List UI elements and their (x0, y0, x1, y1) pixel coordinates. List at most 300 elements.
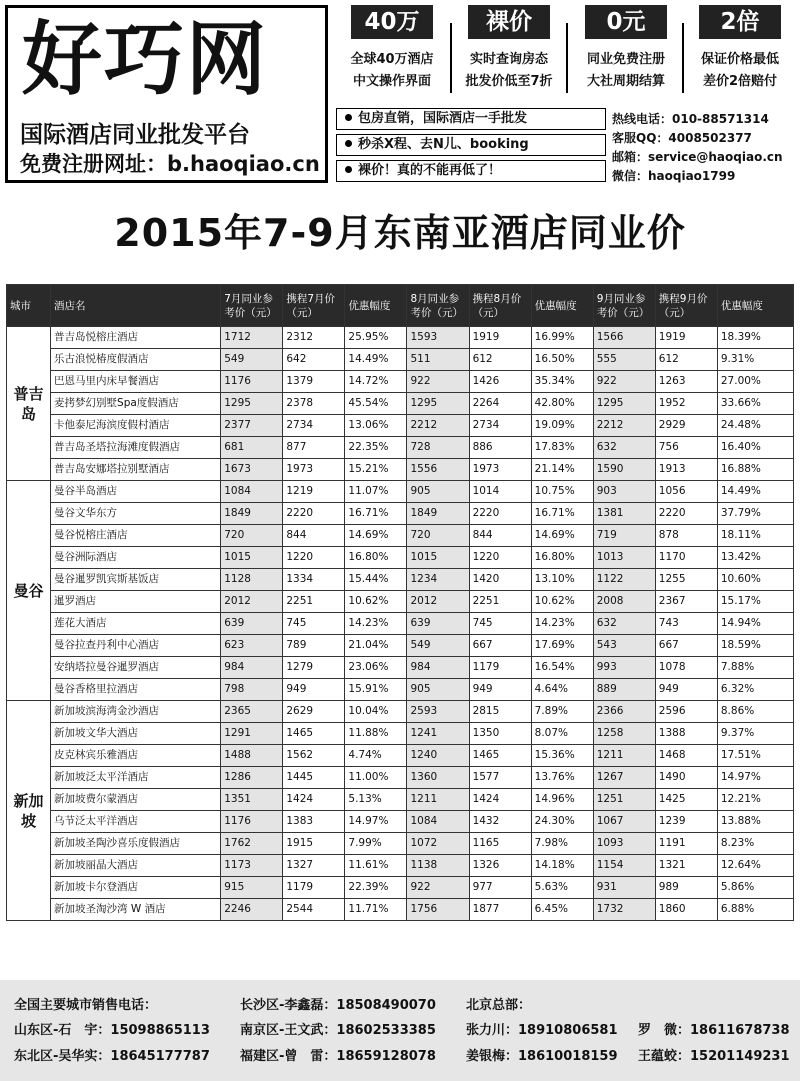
price-cell: 1191 (655, 833, 717, 855)
price-cell: 1465 (283, 723, 345, 745)
price-cell: 17.69% (531, 635, 593, 657)
price-cell: 1291 (221, 723, 283, 745)
price-cell: 844 (469, 525, 531, 547)
price-cell: 1556 (407, 459, 469, 481)
price-cell: 612 (469, 349, 531, 371)
price-cell: 1072 (407, 833, 469, 855)
feature-strip (336, 5, 794, 101)
price-cell: 922 (407, 877, 469, 899)
slogan-text: 包房直销，国际酒店一手批发 (358, 111, 528, 126)
slogan-list (336, 108, 606, 186)
feature-line: 大社周期结算 (586, 74, 665, 89)
price-cell: 19.09% (531, 415, 593, 437)
price-cell: 1263 (655, 371, 717, 393)
price-cell: 1295 (407, 393, 469, 415)
price-cell: 1756 (407, 899, 469, 921)
price-cell: 720 (407, 525, 469, 547)
price-cell: 13.42% (717, 547, 793, 569)
column-header: 优惠幅度 (345, 285, 407, 327)
hotel-name-cell: 新加坡费尔蒙酒店 (51, 789, 221, 811)
feature-line: 全球40万酒店 (350, 52, 434, 67)
price-cell: 1084 (407, 811, 469, 833)
price-cell: 1334 (283, 569, 345, 591)
price-cell: 22.39% (345, 877, 407, 899)
bullet-icon (345, 140, 352, 147)
price-cell: 14.72% (345, 371, 407, 393)
price-cell: 1562 (283, 745, 345, 767)
column-header: 携程9月价（元） (655, 285, 717, 327)
price-cell: 1468 (655, 745, 717, 767)
price-cell: 1381 (593, 503, 655, 525)
table-row (7, 767, 794, 789)
price-cell: 2264 (469, 393, 531, 415)
price-cell: 1388 (655, 723, 717, 745)
feature-net-price (453, 5, 565, 101)
price-cell: 1577 (469, 767, 531, 789)
price-cell: 1490 (655, 767, 717, 789)
price-cell: 18.59% (717, 635, 793, 657)
price-cell: 8.86% (717, 701, 793, 723)
feature-line: 实时查询房态 (469, 52, 548, 67)
table-row (7, 503, 794, 525)
table-row (7, 569, 794, 591)
price-cell: 16.99% (531, 327, 593, 349)
table-row (7, 855, 794, 877)
column-header: 7月同业参考价（元） (221, 285, 283, 327)
price-cell: 989 (655, 877, 717, 899)
table-row (7, 481, 794, 503)
price-cell: 877 (283, 437, 345, 459)
price-cell: 5.63% (531, 877, 593, 899)
table-row (7, 899, 794, 921)
price-cell: 1179 (283, 877, 345, 899)
table-row (7, 723, 794, 745)
price-cell: 10.62% (345, 591, 407, 613)
price-cell: 1241 (407, 723, 469, 745)
price-cell: 1732 (593, 899, 655, 921)
price-cell: 922 (407, 371, 469, 393)
price-cell: 1350 (469, 723, 531, 745)
footer-contact: 罗 微：18611678738 (638, 1023, 790, 1038)
price-cell: 977 (469, 877, 531, 899)
table-row (7, 525, 794, 547)
price-cell: 1327 (283, 855, 345, 877)
price-cell: 10.04% (345, 701, 407, 723)
price-cell: 1084 (221, 481, 283, 503)
table-row (7, 393, 794, 415)
hotel-name-cell: 皮克林宾乐雅酒店 (51, 745, 221, 767)
footer-contact: 南京区-王文武：18602533385 (240, 1023, 436, 1038)
platform-subtitle: 国际酒店同业批发平台 (20, 122, 250, 148)
price-cell: 2596 (655, 701, 717, 723)
price-cell: 1251 (593, 789, 655, 811)
price-cell: 2593 (407, 701, 469, 723)
price-cell: 11.00% (345, 767, 407, 789)
price-cell: 949 (283, 679, 345, 701)
price-cell: 14.23% (531, 613, 593, 635)
price-cell: 4.64% (531, 679, 593, 701)
price-cell: 7.99% (345, 833, 407, 855)
price-cell: 2367 (655, 591, 717, 613)
hotel-name-cell: 新加坡卡尔登酒店 (51, 877, 221, 899)
bullet-icon (345, 166, 352, 173)
price-cell: 4.74% (345, 745, 407, 767)
price-cell: 1170 (655, 547, 717, 569)
price-cell: 743 (655, 613, 717, 635)
column-header: 优惠幅度 (531, 285, 593, 327)
price-cell: 11.88% (345, 723, 407, 745)
price-cell: 15.91% (345, 679, 407, 701)
table-row (7, 657, 794, 679)
price-cell: 7.89% (531, 701, 593, 723)
price-cell: 756 (655, 437, 717, 459)
price-cell: 1220 (469, 547, 531, 569)
hotel-name-cell: 新加坡丽晶大酒店 (51, 855, 221, 877)
price-cell: 24.48% (717, 415, 793, 437)
price-cell: 1593 (407, 327, 469, 349)
price-cell: 1165 (469, 833, 531, 855)
price-cell: 2378 (283, 393, 345, 415)
price-cell: 878 (655, 525, 717, 547)
wechat-id: 微信：haoqiao1799 (612, 169, 736, 183)
footer-contact: 东北区-吴华实：18645177787 (14, 1049, 210, 1064)
table-row (7, 833, 794, 855)
price-cell: 23.06% (345, 657, 407, 679)
price-cell: 1426 (469, 371, 531, 393)
column-header: 酒店名 (51, 285, 221, 327)
price-cell: 14.69% (531, 525, 593, 547)
price-cell: 21.14% (531, 459, 593, 481)
price-cell: 915 (221, 877, 283, 899)
price-cell: 949 (469, 679, 531, 701)
price-cell: 33.66% (717, 393, 793, 415)
table-row (7, 415, 794, 437)
email-link[interactable]: 邮箱：service@haoqiao.cn (612, 150, 783, 164)
table-header-row (7, 285, 794, 327)
feature-title: 裸价 (468, 5, 550, 39)
price-cell: 16.71% (345, 503, 407, 525)
slogan-item (336, 134, 606, 156)
price-cell: 1211 (593, 745, 655, 767)
price-cell: 1445 (283, 767, 345, 789)
price-cell: 15.17% (717, 591, 793, 613)
price-cell: 1424 (469, 789, 531, 811)
price-cell: 993 (593, 657, 655, 679)
logo-box (5, 5, 328, 183)
price-cell: 2544 (283, 899, 345, 921)
signup-url-link[interactable]: b.haoqiao.cn (167, 152, 320, 176)
price-cell: 2220 (469, 503, 531, 525)
price-cell: 549 (221, 349, 283, 371)
price-cell: 984 (407, 657, 469, 679)
price-cell: 25.95% (345, 327, 407, 349)
price-cell: 11.61% (345, 855, 407, 877)
price-cell: 2246 (221, 899, 283, 921)
price-cell: 1383 (283, 811, 345, 833)
price-cell: 16.88% (717, 459, 793, 481)
price-cell: 719 (593, 525, 655, 547)
price-table (6, 284, 794, 921)
column-header: 携程8月价（元） (469, 285, 531, 327)
table-row (7, 877, 794, 899)
price-cell: 1488 (221, 745, 283, 767)
price-cell: 1321 (655, 855, 717, 877)
price-cell: 1258 (593, 723, 655, 745)
price-cell: 667 (469, 635, 531, 657)
contact-info (612, 110, 792, 186)
table-body (7, 327, 794, 921)
price-cell: 745 (469, 613, 531, 635)
price-cell: 1915 (283, 833, 345, 855)
table-row (7, 789, 794, 811)
hotel-name-cell: 新加坡圣淘沙湾 W 酒店 (51, 899, 221, 921)
bullet-icon (345, 114, 352, 121)
feature-title: 0元 (585, 5, 667, 39)
price-cell: 1138 (407, 855, 469, 877)
logo: 好巧网 (22, 13, 268, 106)
price-cell: 642 (283, 349, 345, 371)
feature-line: 同业免费注册 (586, 52, 665, 67)
price-cell: 9.31% (717, 349, 793, 371)
price-cell: 17.51% (717, 745, 793, 767)
price-cell: 1173 (221, 855, 283, 877)
price-cell: 511 (407, 349, 469, 371)
price-cell: 22.35% (345, 437, 407, 459)
price-cell: 1712 (221, 327, 283, 349)
hotel-name-cell: 曼谷半岛酒店 (51, 481, 221, 503)
hotel-name-cell: 乌节泛太平洋酒店 (51, 811, 221, 833)
hotel-name-cell: 曼谷香格里拉酒店 (51, 679, 221, 701)
header (0, 0, 800, 190)
price-cell: 1424 (283, 789, 345, 811)
price-cell: 1360 (407, 767, 469, 789)
price-cell: 549 (407, 635, 469, 657)
footer-heading: 全国主要城市销售电话： (14, 998, 158, 1013)
price-cell: 1566 (593, 327, 655, 349)
price-cell: 720 (221, 525, 283, 547)
price-cell: 612 (655, 349, 717, 371)
price-cell: 1179 (469, 657, 531, 679)
price-cell: 18.11% (717, 525, 793, 547)
price-cell: 1425 (655, 789, 717, 811)
price-cell: 5.13% (345, 789, 407, 811)
hotel-name-cell: 麦拷梦幻别墅Spa度假酒店 (51, 393, 221, 415)
price-cell: 9.37% (717, 723, 793, 745)
hotel-name-cell: 安纳塔拉曼谷暹罗酒店 (51, 657, 221, 679)
price-cell: 14.69% (345, 525, 407, 547)
city-cell: 普吉岛 (7, 327, 51, 481)
price-cell: 2212 (407, 415, 469, 437)
price-cell: 1067 (593, 811, 655, 833)
price-cell: 10.60% (717, 569, 793, 591)
feature-line: 中文操作界面 (352, 74, 431, 89)
column-header: 优惠幅度 (717, 285, 793, 327)
price-cell: 2008 (593, 591, 655, 613)
price-cell: 12.64% (717, 855, 793, 877)
table-row (7, 437, 794, 459)
footer-contact: 王蕴蛟：15201149231 (638, 1049, 790, 1064)
footer-contact: 福建区-曾 雷：18659128078 (240, 1049, 436, 1064)
price-cell: 623 (221, 635, 283, 657)
divider (450, 23, 452, 93)
column-header: 携程7月价（元） (283, 285, 345, 327)
price-cell: 1056 (655, 481, 717, 503)
price-cell: 2629 (283, 701, 345, 723)
hotel-name-cell: 新加坡文华大酒店 (51, 723, 221, 745)
price-cell: 11.71% (345, 899, 407, 921)
table-row (7, 613, 794, 635)
price-cell: 1267 (593, 767, 655, 789)
hotel-name-cell: 普吉岛圣塔拉海滩度假酒店 (51, 437, 221, 459)
price-cell: 2251 (469, 591, 531, 613)
price-cell: 889 (593, 679, 655, 701)
price-cell: 1590 (593, 459, 655, 481)
price-cell: 16.80% (345, 547, 407, 569)
price-cell: 1420 (469, 569, 531, 591)
price-cell: 1919 (469, 327, 531, 349)
price-cell: 8.23% (717, 833, 793, 855)
price-cell: 555 (593, 349, 655, 371)
price-cell: 2366 (593, 701, 655, 723)
hotel-name-cell: 卡他泰尼海滨度假村酒店 (51, 415, 221, 437)
footer-contact: 北京总部： (466, 998, 532, 1013)
price-cell: 1465 (469, 745, 531, 767)
slogan-item (336, 160, 606, 182)
price-cell: 13.88% (717, 811, 793, 833)
price-cell: 2734 (469, 415, 531, 437)
slogan-text: 裸价！真的不能再低了！ (358, 163, 502, 178)
price-cell: 16.80% (531, 547, 593, 569)
price-cell: 1211 (407, 789, 469, 811)
price-cell: 1432 (469, 811, 531, 833)
price-cell: 1078 (655, 657, 717, 679)
table-row (7, 591, 794, 613)
slogan-text: 秒杀X程、去N儿、booking (358, 137, 529, 152)
price-cell: 14.49% (345, 349, 407, 371)
price-cell: 1860 (655, 899, 717, 921)
price-cell: 632 (593, 437, 655, 459)
price-cell: 681 (221, 437, 283, 459)
price-cell: 931 (593, 877, 655, 899)
price-cell: 2312 (283, 327, 345, 349)
hotel-name-cell: 曼谷文华东方 (51, 503, 221, 525)
price-cell: 1013 (593, 547, 655, 569)
price-cell: 667 (655, 635, 717, 657)
price-cell: 1255 (655, 569, 717, 591)
table-row (7, 679, 794, 701)
table-row (7, 547, 794, 569)
price-cell: 2251 (283, 591, 345, 613)
price-cell: 13.76% (531, 767, 593, 789)
price-cell: 2212 (593, 415, 655, 437)
price-cell: 15.36% (531, 745, 593, 767)
price-cell: 1014 (469, 481, 531, 503)
hotel-name-cell: 曼谷洲际酒店 (51, 547, 221, 569)
price-cell: 18.39% (717, 327, 793, 349)
divider (566, 23, 568, 93)
price-cell: 1849 (407, 503, 469, 525)
price-cell: 905 (407, 679, 469, 701)
price-cell: 17.83% (531, 437, 593, 459)
price-cell: 1176 (221, 811, 283, 833)
table-row (7, 459, 794, 481)
footer-contact: 山东区-石 宇：15098865113 (14, 1023, 210, 1038)
price-cell: 1122 (593, 569, 655, 591)
hotel-name-cell: 新加坡滨海湾金沙酒店 (51, 701, 221, 723)
hotel-name-cell: 曼谷拉查丹利中心酒店 (51, 635, 221, 657)
price-cell: 13.06% (345, 415, 407, 437)
feature-title: 40万 (351, 5, 433, 39)
price-cell: 5.86% (717, 877, 793, 899)
price-cell: 2012 (407, 591, 469, 613)
price-cell: 1849 (221, 503, 283, 525)
price-cell: 1877 (469, 899, 531, 921)
column-header: 城市 (7, 285, 51, 327)
price-cell: 10.62% (531, 591, 593, 613)
price-cell: 45.54% (345, 393, 407, 415)
footer-contact: 长沙区-李鑫磊：18508490070 (240, 998, 436, 1013)
price-cell: 7.88% (717, 657, 793, 679)
price-cell: 15.44% (345, 569, 407, 591)
price-cell: 1128 (221, 569, 283, 591)
price-cell: 2734 (283, 415, 345, 437)
price-cell: 1015 (407, 547, 469, 569)
price-cell: 632 (593, 613, 655, 635)
hotel-name-cell: 新加坡圣陶沙喜乐度假酒店 (51, 833, 221, 855)
table-row (7, 371, 794, 393)
column-header: 9月同业参考价（元） (593, 285, 655, 327)
hotel-name-cell: 普吉岛悦榕庄酒店 (51, 327, 221, 349)
price-cell: 984 (221, 657, 283, 679)
price-cell: 798 (221, 679, 283, 701)
slogan-item (336, 108, 606, 130)
price-cell: 2815 (469, 701, 531, 723)
service-qq: 客服QQ：4008502377 (612, 131, 752, 145)
price-cell: 15.21% (345, 459, 407, 481)
price-cell: 1351 (221, 789, 283, 811)
feature-line: 批发价低至7折 (465, 74, 553, 89)
hotel-name-cell: 普吉岛安娜塔拉别墅酒店 (51, 459, 221, 481)
hotel-name-cell: 新加坡泛太平洋酒店 (51, 767, 221, 789)
price-cell: 14.97% (717, 767, 793, 789)
hotline: 热线电话：010-88571314 (612, 112, 769, 126)
price-cell: 2929 (655, 415, 717, 437)
price-cell: 14.23% (345, 613, 407, 635)
price-cell: 16.54% (531, 657, 593, 679)
price-cell: 745 (283, 613, 345, 635)
price-cell: 24.30% (531, 811, 593, 833)
price-cell: 6.45% (531, 899, 593, 921)
hotel-name-cell: 暹罗酒店 (51, 591, 221, 613)
city-cell: 曼谷 (7, 481, 51, 701)
price-cell: 14.49% (717, 481, 793, 503)
price-cell: 2377 (221, 415, 283, 437)
price-cell: 14.97% (345, 811, 407, 833)
price-cell: 11.07% (345, 481, 407, 503)
feature-zero-fee (570, 5, 682, 101)
price-cell: 1973 (283, 459, 345, 481)
hotel-name-cell: 莲花大酒店 (51, 613, 221, 635)
footer-contact: 姜银梅：18610018159 (466, 1049, 618, 1064)
price-cell: 543 (593, 635, 655, 657)
price-cell: 1295 (221, 393, 283, 415)
price-cell: 1973 (469, 459, 531, 481)
price-cell: 1239 (655, 811, 717, 833)
price-cell: 1913 (655, 459, 717, 481)
price-cell: 922 (593, 371, 655, 393)
table-row (7, 811, 794, 833)
signup-label: 免费注册网址： (20, 152, 167, 176)
